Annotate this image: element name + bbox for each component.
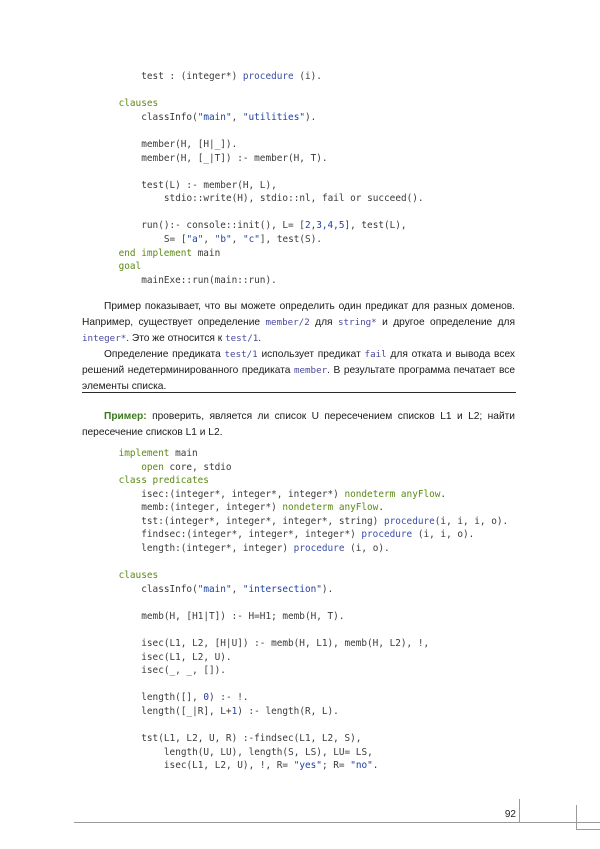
- code-line: [141, 651, 231, 664]
- code-line: [119, 97, 159, 110]
- code-line: [119, 447, 198, 460]
- code-token: "c": [242, 234, 260, 245]
- code-token: "main": [197, 112, 232, 123]
- code-token: core, stdio: [163, 462, 232, 473]
- code-token: ).: [321, 584, 334, 595]
- code-line: [164, 233, 322, 246]
- code-line: [141, 664, 226, 677]
- p2-text-a: Определение предиката: [104, 349, 225, 360]
- code-token: procedure: [383, 516, 435, 527]
- code-ref-test-1: test/1: [225, 333, 259, 344]
- code-token: isec(L1, L2, [H|U]) :- memb(H, L1), memb(H, L2), !,: [141, 638, 430, 649]
- code-token: ,: [231, 584, 243, 595]
- code-token: "yes": [293, 760, 322, 771]
- code-token: test : (integer*): [141, 71, 243, 82]
- code-ref-string-list: string*: [337, 317, 377, 328]
- code-token: "utilities": [242, 112, 305, 123]
- code-token: isec(L1, L2, U).: [141, 652, 232, 663]
- code-ref-fail: fail: [364, 349, 387, 360]
- code-token: end implement: [118, 248, 192, 259]
- code-token: 0: [203, 692, 210, 703]
- code-token: length:(integer*, integer): [141, 543, 294, 554]
- code-token: tst:(integer*, integer*, integer*, string): [141, 516, 384, 527]
- code-line: [141, 111, 316, 124]
- page-number: 92: [504, 809, 516, 820]
- explanation-text: [82, 299, 515, 395]
- code-line: [141, 152, 327, 165]
- code-line: [164, 192, 424, 205]
- code-token: nondeterm anyFlow: [344, 489, 441, 500]
- code-token: run():- console::init(), L= [: [141, 220, 305, 231]
- code-token: "a": [186, 234, 204, 245]
- code-token: test(L) :- member(H, L),: [141, 180, 277, 191]
- code-line: [164, 746, 373, 759]
- code-line: [141, 70, 322, 83]
- code-line: [141, 542, 389, 555]
- code-token: ).: [304, 112, 317, 123]
- code-line: [141, 691, 248, 704]
- code-token: clauses: [118, 570, 159, 581]
- code-line: [119, 247, 221, 260]
- p2-text-g: . В результате программа печатает все элементы списка.: [82, 365, 516, 392]
- code-token: 2,3,4,5: [304, 220, 345, 231]
- code-token: 1: [231, 706, 238, 717]
- footer-frame-line: [74, 822, 600, 823]
- code-token: .: [440, 489, 447, 500]
- code-token: main: [169, 448, 198, 459]
- code-token: "main": [197, 584, 232, 595]
- code-token: isec:(integer*, integer*, integer*): [141, 489, 345, 500]
- code-line: [164, 759, 379, 772]
- code-token: (i).: [293, 71, 322, 82]
- code-line: [141, 610, 344, 623]
- page-corner-mark: [576, 805, 600, 830]
- p1-text-a: Пример показывает, что вы можете определить один предикат для разных доменов. Например, существует определение: [82, 301, 515, 328]
- paragraph-1: [82, 299, 515, 347]
- code-line: [141, 583, 333, 596]
- code-token: "b": [214, 234, 232, 245]
- code-token: classInfo(: [141, 584, 198, 595]
- code-token: "intersection": [242, 584, 322, 595]
- code-token: tst(L1, L2, U, R) :-findsec(L1, L2, S),: [141, 733, 362, 744]
- code-token: open: [141, 462, 164, 473]
- code-token: member(H, [H|_]).: [141, 139, 238, 150]
- code-token: procedure: [361, 529, 413, 540]
- code-token: .: [378, 502, 384, 513]
- code-token: goal: [118, 261, 142, 272]
- code-ref-member-2: member/2: [265, 317, 310, 328]
- p1-text-c: для: [309, 317, 338, 328]
- code-token: findsec:(integer*, integer*, integer*): [141, 529, 362, 540]
- p2-text-e: для отката и вывода всех решений недетерминированного предиката: [82, 349, 515, 376]
- code-token: ; R=: [321, 760, 351, 771]
- code-token: S= [: [163, 234, 187, 245]
- code-token: length(U, LU), length(S, LS), LU= LS,: [163, 747, 373, 758]
- code-token: stdio::write(H), stdio::nl, fail or succeed().: [163, 193, 424, 204]
- code-line: [141, 488, 446, 501]
- code-token: isec(_, _, []).: [141, 665, 226, 676]
- code-token: ) :- length(R, L).: [237, 706, 339, 717]
- code-token: procedure: [242, 71, 294, 82]
- code-token: mainExe::run(main::run).: [141, 275, 277, 286]
- code-token: member(H, [_|T]) :- member(H, T).: [141, 153, 328, 164]
- example-paragraph: [82, 409, 515, 441]
- code-token: memb(H, [H1|T]) :- H=H1; memb(H, T).: [141, 611, 345, 622]
- code-token: ) :- !.: [209, 692, 249, 703]
- code-line: [141, 179, 276, 192]
- code-line: [141, 501, 384, 514]
- code-line: [119, 569, 159, 582]
- code-token: "no": [350, 760, 373, 771]
- code-ref-test-1b: test/1: [224, 349, 258, 360]
- code-token: length([],: [141, 692, 204, 703]
- code-token: isec(L1, L2, U), !, R=: [163, 760, 294, 771]
- code-token: (i, o).: [344, 543, 390, 554]
- code-line: [119, 260, 142, 273]
- code-ref-member: member: [293, 365, 328, 376]
- code-line: [119, 474, 209, 487]
- paragraph-2: [82, 347, 515, 395]
- code-line: [141, 515, 508, 528]
- code-line: [141, 461, 231, 474]
- footer-frame-vertical: [519, 799, 520, 823]
- code-token: ], test(S).: [259, 234, 322, 245]
- code-ref-integer-list: integer*: [82, 333, 127, 344]
- code-line: [141, 705, 339, 718]
- code-line: [141, 528, 474, 541]
- code-token: (i, i, o).: [412, 529, 475, 540]
- example-text: проверить, является ли список U пересечением списков L1 и L2; найти пересечение списков L1 и L2.: [82, 411, 515, 438]
- p2-text-c: использует предикат: [257, 349, 365, 360]
- code-line: [141, 219, 406, 232]
- code-line: [141, 274, 276, 287]
- code-token: memb:(integer, integer*): [141, 502, 283, 513]
- code-token: length([_|R], L+: [141, 706, 232, 717]
- code-line: [141, 732, 361, 745]
- code-line: [141, 637, 429, 650]
- code-token: implement: [118, 448, 170, 459]
- code-token: .: [372, 760, 379, 771]
- example-intro: [82, 409, 515, 441]
- code-token: nondeterm anyFlow: [282, 502, 379, 513]
- code-token: ], test(L),: [344, 220, 407, 231]
- code-token: ,: [231, 234, 243, 245]
- code-token: ,: [231, 112, 243, 123]
- code-token: (i, i, i, o).: [434, 516, 509, 527]
- code-line: [141, 138, 237, 151]
- p1-text-g: . Это же относится к: [126, 333, 226, 344]
- code-token: class predicates: [118, 475, 209, 486]
- code-token: main: [192, 248, 221, 259]
- p1-text-e: и другое определение для: [376, 317, 516, 328]
- code-token: procedure: [293, 543, 345, 554]
- example-label: Пример:: [104, 411, 147, 422]
- code-token: classInfo(: [141, 112, 198, 123]
- code-token: clauses: [118, 98, 159, 109]
- code-token: ,: [203, 234, 215, 245]
- section-divider: [82, 392, 516, 393]
- p1-text-i: .: [258, 333, 262, 344]
